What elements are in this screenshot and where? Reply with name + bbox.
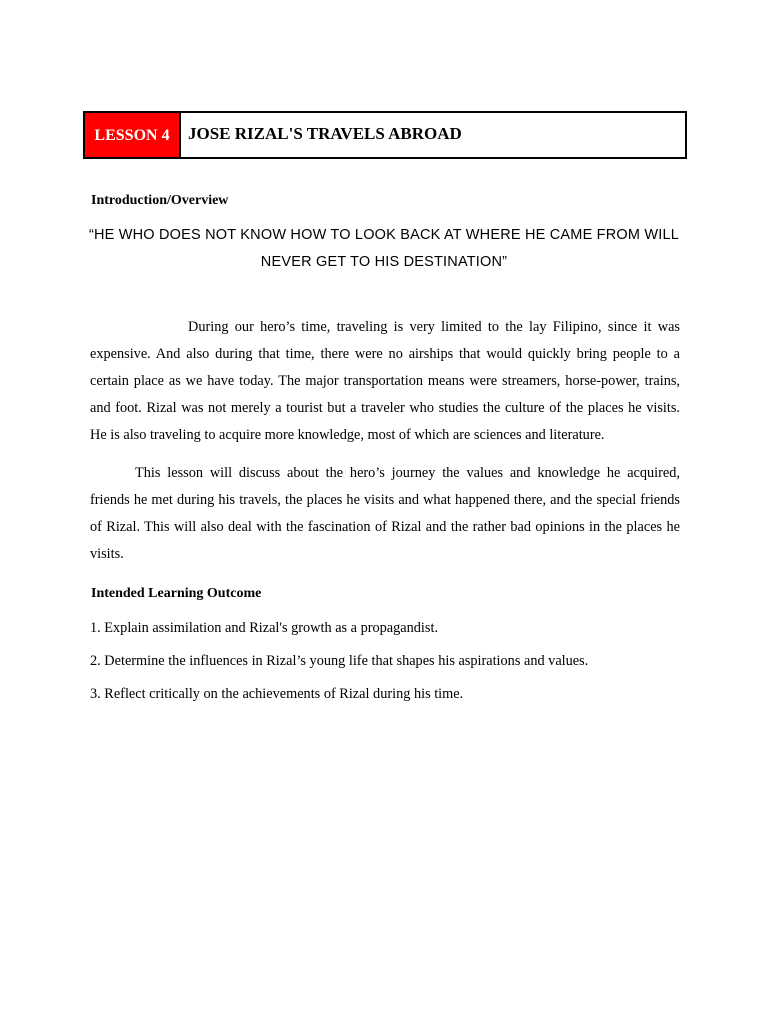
- introduction-paragraph-1: During our hero’s time, traveling is very limited to the lay Filipino, since it was expensive. And also during that time, there were no airships that would quickly bring people to a certain place as we have today. The major transportation means were streamers, horse-power, trains, and foot. Rizal was not merely a tourist but a traveler who studies the culture of the places he visits. He is also traveling to acquire more knowledge, most of which are sciences and literature.: [90, 319, 680, 443]
- introduction-paragraph-2: This lesson will discuss about the hero’s journey the values and knowledge he acquired, friends he met during his travels, the places he visits and what happened there, and the special friends of Rizal. This will also deal with the fascination of Rizal and the rather bad opinions in the places he visits.: [90, 465, 680, 562]
- learning-outcome-item-3: 3. Reflect critically on the achievements of Rizal during his time.: [90, 686, 464, 702]
- learning-outcome-item-2: 2. Determine the influences in Rizal’s young life that shapes his aspirations and values.: [90, 653, 589, 669]
- learning-outcome-heading: Intended Learning Outcome: [91, 586, 262, 601]
- introduction-heading: Introduction/Overview: [91, 193, 229, 208]
- lesson-number-label: LESSON 4: [85, 113, 181, 157]
- lesson-header: [83, 111, 687, 159]
- introduction-quote: “HE WHO DOES NOT KNOW HOW TO LOOK BACK AT WHERE HE CAME FROM WILL NEVER GET TO HIS DESTINATION”: [88, 227, 680, 270]
- learning-outcome-item-1: 1. Explain assimilation and Rizal's growth as a propagandist.: [90, 620, 439, 636]
- lesson-title: JOSE RIZAL'S TRAVELS ABROAD: [188, 124, 462, 143]
